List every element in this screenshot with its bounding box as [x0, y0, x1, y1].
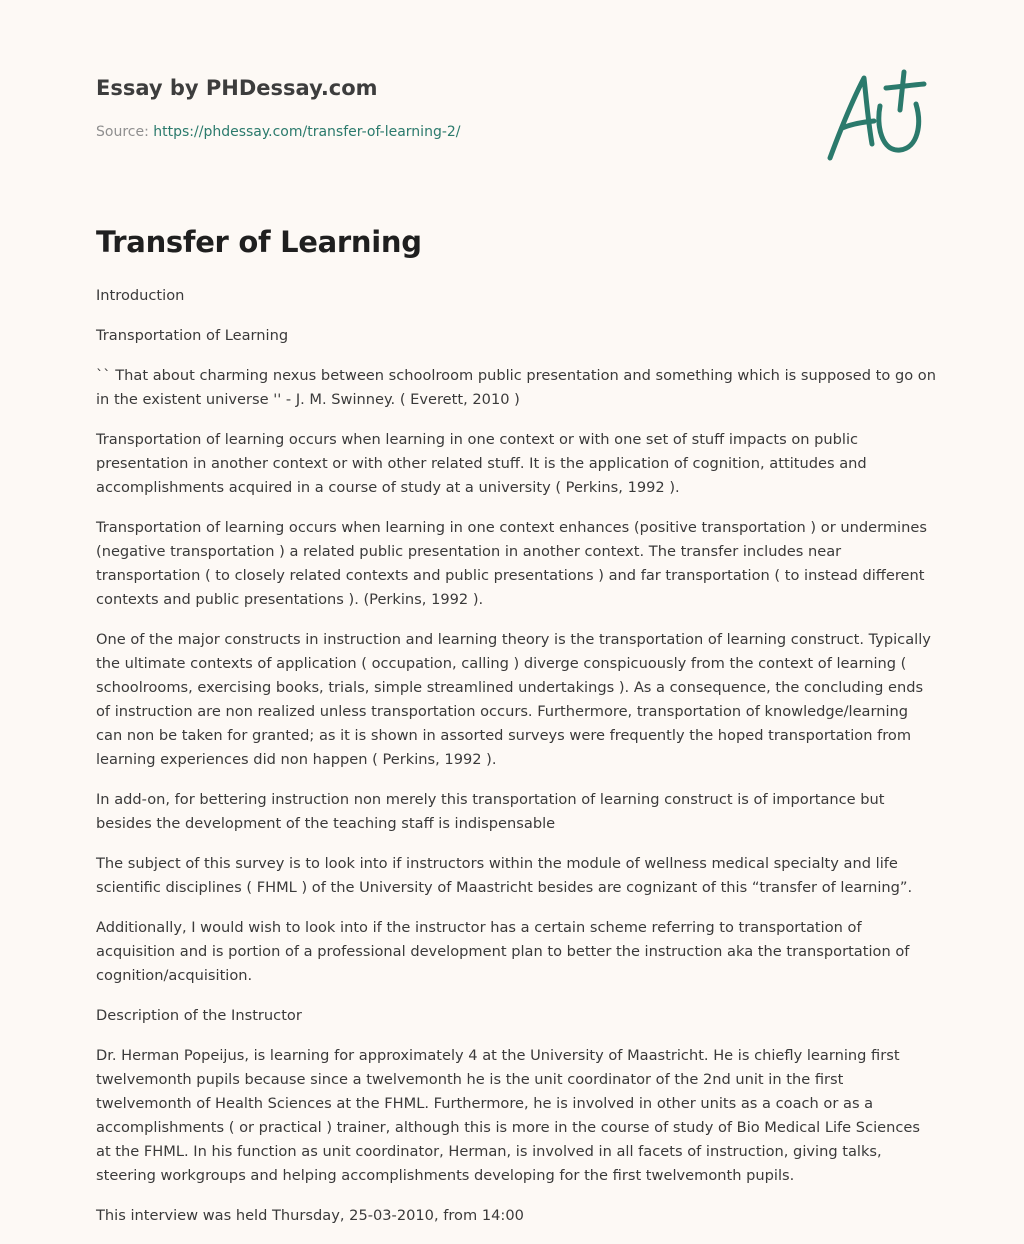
paragraph: `` That about charming nexus between schoolroom public presentation and something which is supposed to go on in the existent universe '' - J. M. Swinney. ( Everett, 2010 ): [96, 367, 936, 408]
paragraph: In add-on, for bettering instruction non merely this transportation of learning construct is of importance but besides the development of the teaching staff is indispensable: [96, 791, 885, 832]
paragraph: One of the major constructs in instruction and learning theory is the transportation of learning construct. Typically the ultimate contexts of application ( occupation, calling ) diverge conspicuously from the context of learning ( schoolrooms, exercising books, trials, simple streamlined undertakings ). As a consequence, the concluding ends of instruction are non realized unless transportation occurs. Furthermore, transportation of knowledge/learning can non be taken for granted; as it is shown in assorted surveys were frequently the hoped transportation from learning experiences did non happen ( Perkins, 1992 ).: [96, 631, 931, 768]
paragraph: Transportation of learning occurs when learning in one context enhances (positive transportation ) or undermines (negative transportation ) a related public presentation in another context. The transfer includes near transportation ( to closely related contexts and public presentations ) and far transportation ( to instead different contexts and public presentations ). (Perkins, 1992 ).: [96, 519, 927, 608]
essay-title: Transfer of Learning: [96, 225, 422, 259]
source-line: [96, 124, 461, 140]
paragraph: Transportation of learning occurs when learning in one context or with one set of stuff impacts on public presentation in another context or with other related stuff. It is the application of cognition, attitudes and accomplishments acquired in a course of study at a university ( Perkins, 1992 ).: [96, 431, 867, 496]
paragraph: Introduction: [96, 287, 185, 304]
essay-body: [96, 284, 936, 1244]
source-link[interactable]: https://phdessay.com/transfer-of-learning-2/: [153, 124, 461, 140]
site-brand: Essay by PHDessay.com: [96, 76, 378, 100]
paragraph: Description of the Instructor: [96, 1007, 302, 1024]
paragraph: Transportation of Learning: [96, 327, 289, 344]
source-label: Source:: [96, 124, 149, 140]
paragraph: The subject of this survey is to look into if instructors within the module of wellness medical specialty and life scientific disciplines ( FHML ) of the University of Maastricht besides are cognizant of this “transfer of learning”.: [96, 855, 913, 896]
paragraph: This interview was held Thursday, 25-03-2010, from 14:00: [96, 1207, 524, 1224]
paragraph: Additionally, I would wish to look into if the instructor has a certain scheme referring to transportation of acquisition and is portion of a professional development plan to better the instruction aka the transportation of cognition/acquisition.: [96, 919, 910, 984]
paragraph: Dr. Herman Popeijus, is learning for approximately 4 at the University of Maastricht. He is chiefly learning first twelvemonth pupils because since a twelvemonth he is the unit coordinator of the 2nd unit in the first twelvemonth of Health Sciences at the FHML. Furthermore, he is involved in other units as a coach or as a accomplishments ( or practical ) trainer, although this is more in the course of study of Bio Medical Life Sciences at the FHML. In his function as unit coordinator, Herman, is involved in all facets of instruction, giving talks, steering workgroups and helping accomplishments developing for the first twelvemonth pupils.: [96, 1047, 920, 1184]
a-plus-logo-icon: [822, 66, 932, 166]
